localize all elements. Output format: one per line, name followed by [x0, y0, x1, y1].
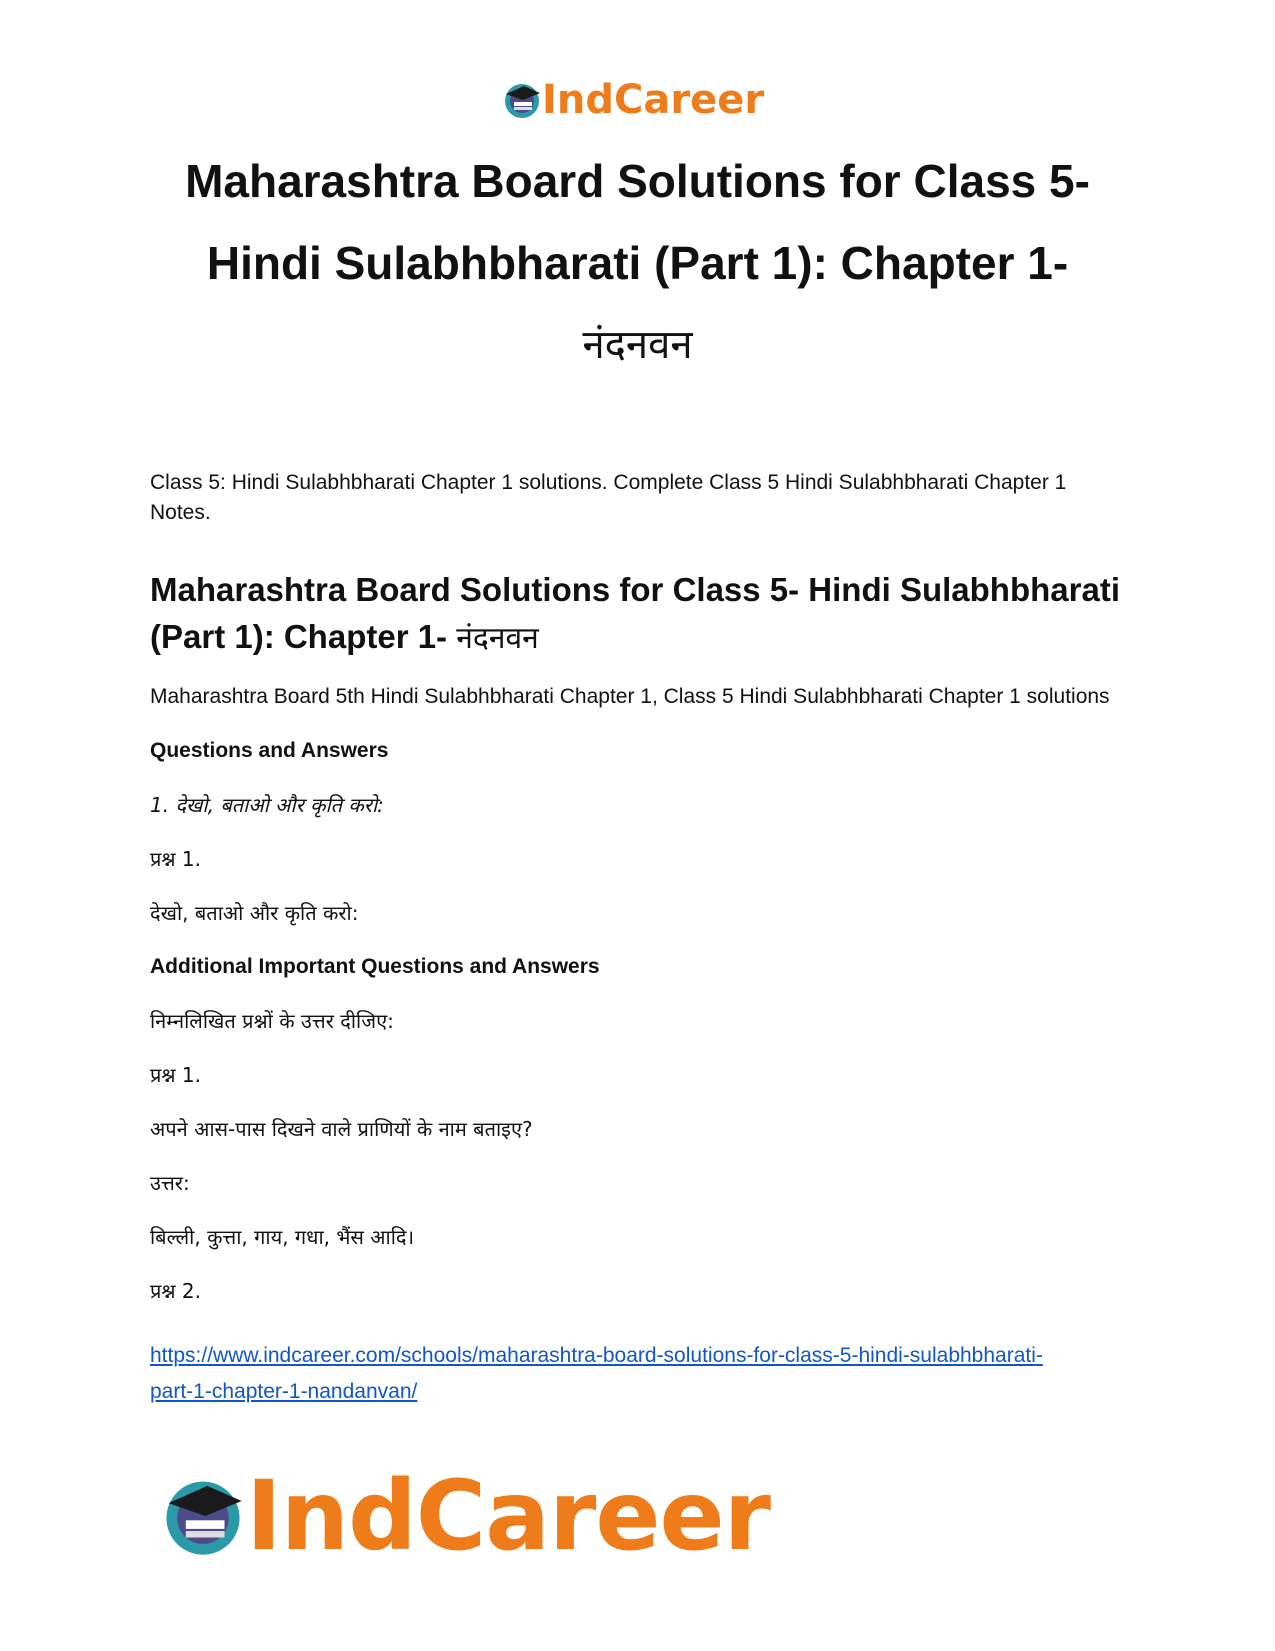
- header-logo[interactable]: [502, 77, 765, 123]
- answer-label: उत्तर:: [150, 1171, 190, 1195]
- footer-logo[interactable]: [160, 1460, 770, 1572]
- section-heading: [150, 566, 1125, 662]
- q1-label: प्रश्न 1.: [150, 847, 201, 871]
- graduation-globe-icon: [502, 80, 542, 120]
- title-line-2: Hindi Sulabhbharati (Part 1): Chapter 1-: [206, 237, 1069, 289]
- q1-text: देखो, बताओ और कृति करो:: [150, 901, 359, 925]
- intro-paragraph: Class 5: Hindi Sulabhbharati Chapter 1 solutions. Complete Class 5 Hindi Sulabhbharati Chapter 1 Notes.: [150, 471, 1067, 524]
- article-body: [150, 468, 1125, 1410]
- aq1-label: प्रश्न 1.: [150, 1063, 201, 1087]
- page-title: [100, 140, 1175, 386]
- aq1-question: अपने आस-पास दिखने वाले प्राणियों के नाम बताइए?: [150, 1117, 533, 1141]
- source-url-line-1: https://www.indcareer.com/schools/maharashtra-board-solutions-for-class-5-hindi-sulabhbharati-: [150, 1344, 1043, 1367]
- title-line-3: नंदनवन: [582, 322, 693, 368]
- title-line-1: Maharashtra Board Solutions for Class 5-: [185, 155, 1090, 207]
- qa-heading: Questions and Answers: [150, 739, 389, 762]
- aq2-label: प्रश्न 2.: [150, 1279, 201, 1303]
- source-url-line-2: part-1-chapter-1-nandanvan/: [150, 1380, 418, 1403]
- aq1-answer: बिल्ली, कुत्ता, गाय, गधा, भैंस आदि।: [150, 1225, 415, 1249]
- section-heading-text: Maharashtra Board Solutions for Class 5- Hindi Sulabhbharati (Part 1): Chapter 1-: [150, 571, 1120, 655]
- graduation-globe-icon: [160, 1473, 246, 1559]
- section-heading-hindi: नंदनवन: [456, 621, 539, 656]
- q1-instruction: 1. देखो, बताओ और कृति करो:: [150, 793, 384, 817]
- logo-wordmark: IndCareer: [246, 1460, 770, 1572]
- section-description: Maharashtra Board 5th Hindi Sulabhbharati Chapter 1, Class 5 Hindi Sulabhbharati Chapter 1 solutions: [150, 685, 1110, 708]
- logo-wordmark: IndCareer: [542, 77, 765, 123]
- source-url-link[interactable]: [150, 1338, 1125, 1410]
- additional-instruction: निम्नलिखित प्रश्नों के उत्तर दीजिए:: [150, 1009, 394, 1033]
- additional-heading: Additional Important Questions and Answers: [150, 955, 600, 978]
